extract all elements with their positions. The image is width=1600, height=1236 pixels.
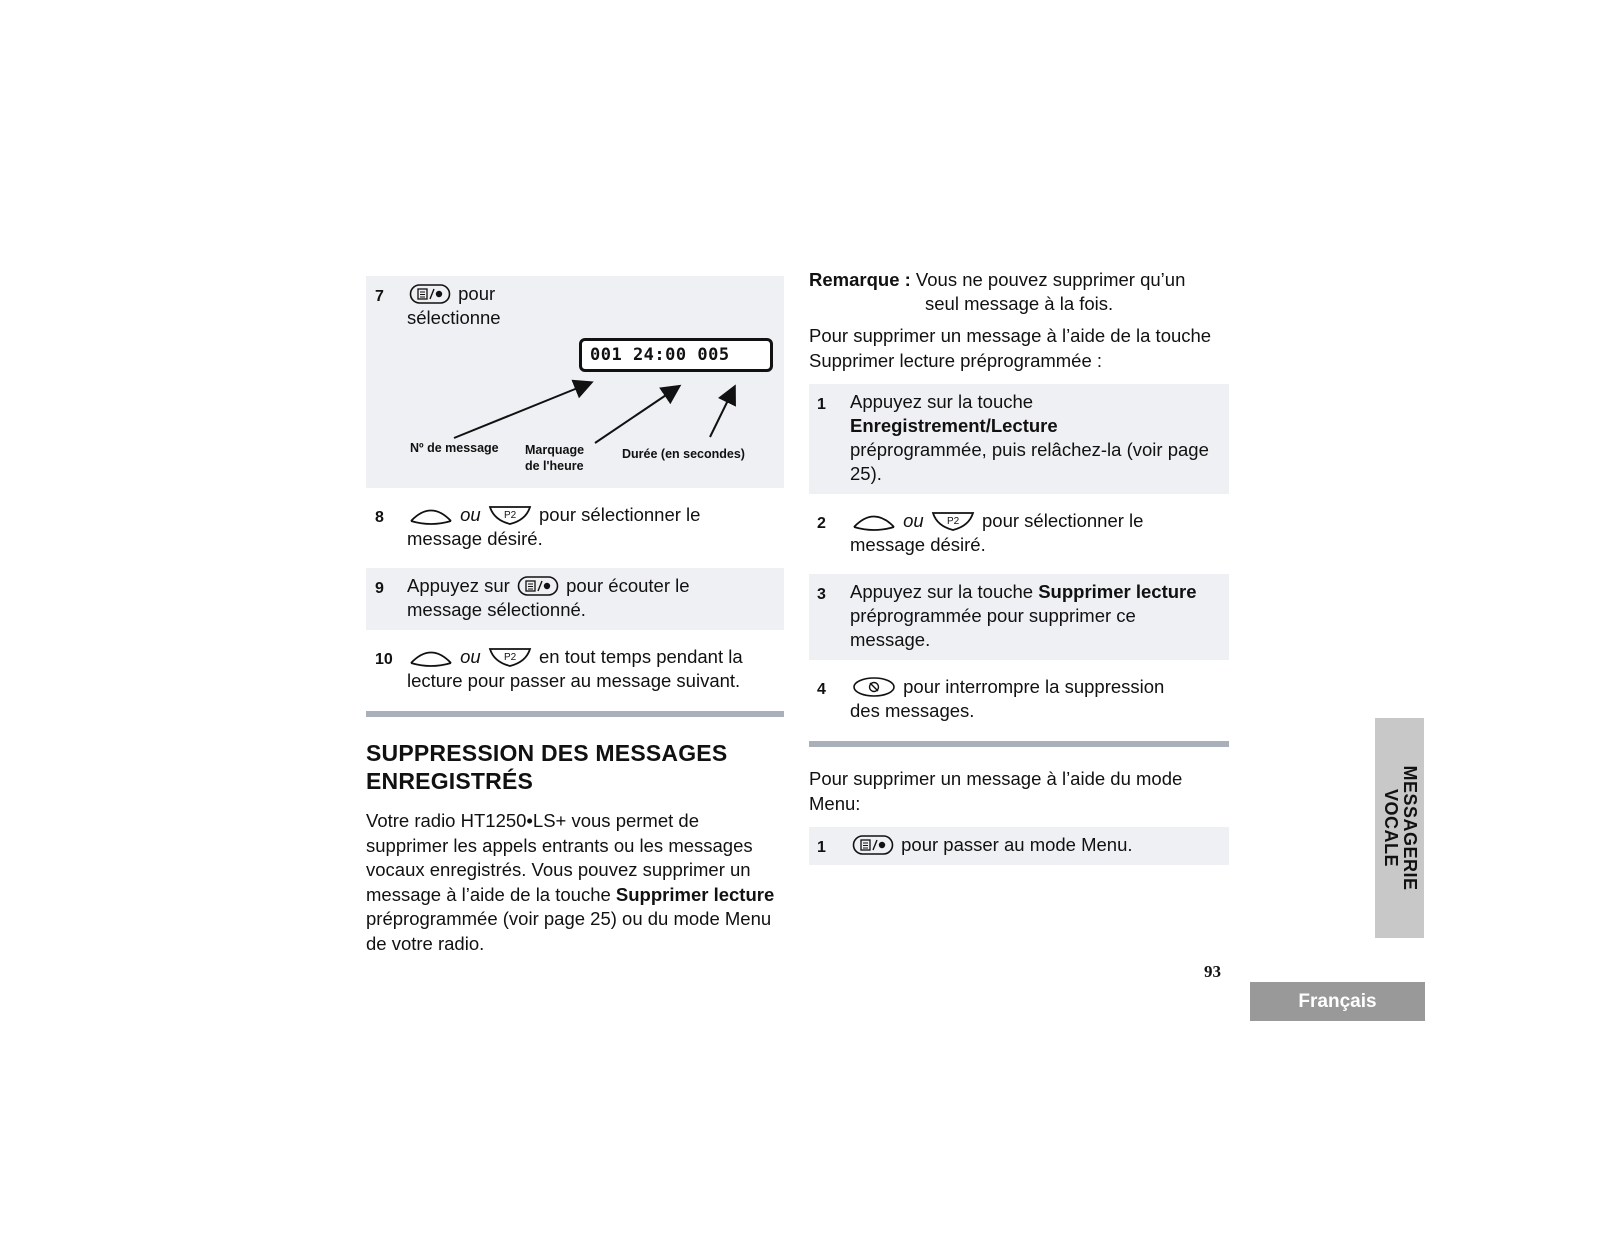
up-arrow-button-icon bbox=[852, 510, 896, 532]
cancel-button-icon bbox=[852, 676, 896, 698]
note bbox=[809, 268, 1229, 316]
lcd-display: 001 24:00 005 bbox=[579, 338, 773, 372]
or-text: ou bbox=[460, 504, 481, 525]
step-text: en tout temps pendant la bbox=[539, 646, 743, 667]
delete-by-menu-paragraph: Pour supprimer un message à l’aide du mode Menu: bbox=[809, 768, 1183, 814]
left-column bbox=[366, 276, 784, 956]
step-number: 2 bbox=[817, 515, 826, 532]
step-1 bbox=[809, 384, 1229, 494]
section-divider bbox=[809, 741, 1229, 747]
menu-record-button-icon bbox=[409, 283, 451, 305]
step-text: pour passer au mode Menu. bbox=[901, 834, 1133, 855]
step-text: message désiré. bbox=[407, 528, 543, 549]
menu-record-button-icon bbox=[517, 575, 559, 597]
step-text: pour interrompre la suppression bbox=[903, 676, 1165, 697]
step-9 bbox=[366, 568, 784, 630]
step-8 bbox=[366, 497, 784, 559]
p2-button-icon bbox=[488, 646, 532, 668]
step-text: pour écouter le bbox=[566, 575, 690, 596]
section-heading: SUPPRESSION DES MESSAGES ENREGISTRÉS bbox=[366, 740, 728, 794]
note-label: Remarque : bbox=[809, 269, 911, 290]
step-bold-text: Enregistrement/Lecture bbox=[850, 415, 1058, 436]
callout-arrows bbox=[407, 334, 817, 480]
svg-text:P2: P2 bbox=[503, 510, 517, 521]
step-number: 10 bbox=[375, 651, 393, 668]
chapter-title: MESSAGERIE VOCALE bbox=[1380, 765, 1420, 891]
step-10 bbox=[366, 639, 784, 701]
step-bold-text: Supprimer lecture bbox=[1038, 581, 1197, 602]
intro-paragraph: Votre radio HT1250•LS+ vous permet de supprimer les appels entrants ou les messages vocaux enregistrés. Vous pouvez supprimer un message à l’aide de la touche Supprimer lecture préprogrammée (voir page 25) ou du mode Menu de votre radio. bbox=[366, 810, 775, 954]
step-text: sélectionne bbox=[407, 307, 501, 328]
step-number: 8 bbox=[375, 509, 384, 526]
step-text: Appuyez sur bbox=[407, 575, 510, 596]
section-divider bbox=[366, 711, 784, 717]
note-text: Vous ne pouvez supprimer qu’un bbox=[910, 269, 1186, 290]
menu-record-button-icon bbox=[852, 834, 894, 856]
step-text: préprogrammée pour supprimer ce message. bbox=[850, 605, 1136, 650]
up-arrow-button-icon bbox=[409, 646, 453, 668]
step-4 bbox=[809, 669, 1229, 731]
or-text: ou bbox=[460, 646, 481, 667]
step-text: préprogrammée, puis relâchez-la (voir page 25). bbox=[850, 439, 1209, 484]
label-duration: Durée (en secondes) bbox=[622, 447, 745, 461]
step-text: pour sélectionner le bbox=[982, 510, 1144, 531]
step-7 bbox=[366, 276, 784, 488]
or-text: ou bbox=[903, 510, 924, 531]
p2-button-icon bbox=[488, 504, 532, 526]
step-text: message sélectionné. bbox=[407, 599, 586, 620]
svg-text:P2: P2 bbox=[503, 652, 517, 663]
label-timestamp: Marquage de l'heure bbox=[525, 443, 585, 473]
step-text: pour bbox=[458, 283, 496, 304]
chapter-side-tab bbox=[1375, 718, 1424, 938]
step-number: 3 bbox=[817, 586, 826, 603]
lcd-diagram bbox=[407, 334, 776, 480]
note-text: seul message à la fois. bbox=[925, 293, 1114, 314]
step-number: 9 bbox=[375, 580, 384, 597]
step-number: 7 bbox=[375, 288, 384, 305]
svg-text:P2: P2 bbox=[946, 516, 960, 527]
step-text: Appuyez sur la touche bbox=[850, 391, 1034, 412]
step-text: message désiré. bbox=[850, 534, 986, 555]
step-number: 1 bbox=[817, 839, 826, 856]
delete-by-key-paragraph: Pour supprimer un message à l’aide de la touche Supprimer lecture préprogrammée : bbox=[809, 325, 1212, 371]
label-message-number: Nº de message bbox=[410, 441, 499, 455]
step-text: des messages. bbox=[850, 700, 975, 721]
up-arrow-button-icon bbox=[409, 504, 453, 526]
step-3 bbox=[809, 574, 1229, 660]
page-number: 93 bbox=[1204, 962, 1221, 981]
step-number: 1 bbox=[817, 396, 826, 413]
step-2 bbox=[809, 503, 1229, 565]
menu-step-1 bbox=[809, 827, 1229, 865]
language-tab: Français bbox=[1250, 982, 1425, 1021]
step-text: pour sélectionner le bbox=[539, 504, 701, 525]
p2-button-icon bbox=[931, 510, 975, 532]
right-column bbox=[809, 268, 1229, 865]
step-number: 4 bbox=[817, 681, 826, 698]
step-text: Appuyez sur la touche bbox=[850, 581, 1039, 602]
step-text: lecture pour passer au message suivant. bbox=[407, 670, 741, 691]
